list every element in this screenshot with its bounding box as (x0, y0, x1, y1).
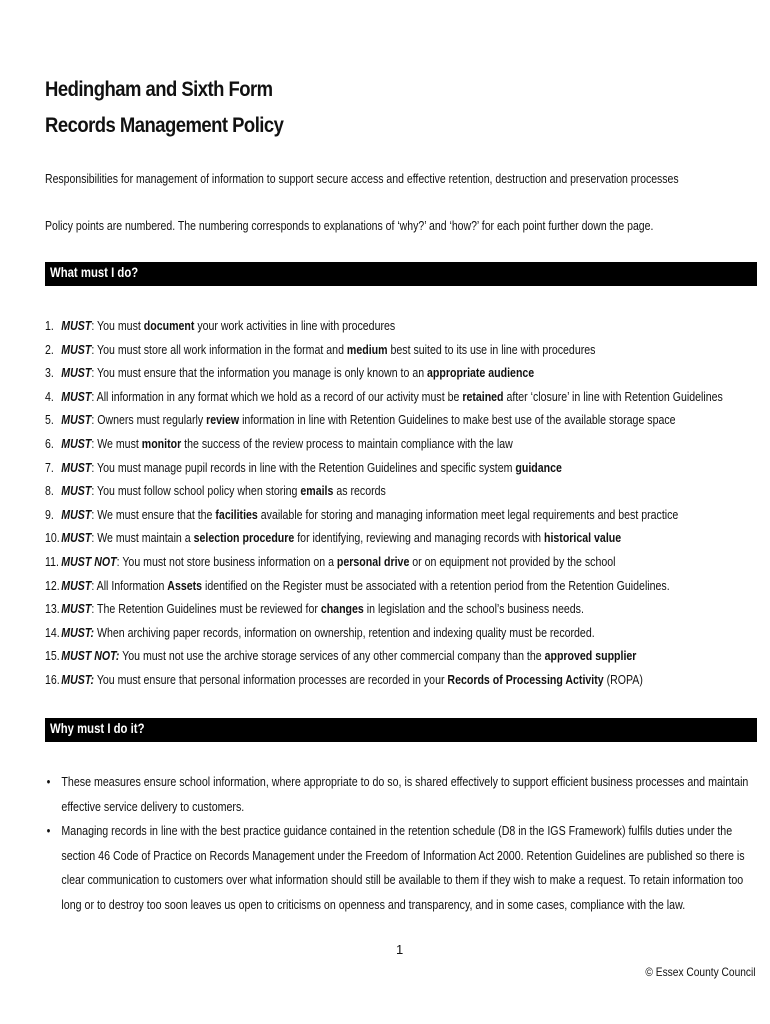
numbering-note: Policy points are numbered. The numbering corresponds to explanations of ‘why?’ and ‘how?’ for each point further down the page. (45, 219, 654, 233)
policy-points-list (45, 314, 754, 692)
policy-point: 6. MUST: We must monitor the success of the review process to maintain compliance with the law (45, 435, 513, 451)
bullet-icon: • (46, 774, 51, 789)
policy-point: 1. MUST: You must document your work activities in line with procedures (45, 318, 396, 333)
why-bullet: • Managing records in line with the best practice guidance contained in the retention schedule (D8 in the IGS Framework) fulfils duties under the section 46 Code of Practice on Records Management under the Freedom of Information Act 2000. Retention Guidelines are published so there is clear communication to customers over what information should still be available to them if they wish to make a request. To retain information too long or to destroy too soon leaves us open to criticisms on openness and transparency, and in some cases, compliance with the law. (45, 819, 750, 917)
responsibilities-text: Responsibilities for management of information to support secure access and effective retention, destruction and preservation processes (45, 172, 679, 186)
copyright-text: © Essex County Council (645, 965, 756, 979)
page-title (45, 72, 661, 144)
title-line-1: Hedingham and Sixth Form (45, 78, 273, 101)
page-number: 1 (396, 942, 404, 957)
what-section-header (45, 262, 757, 286)
policy-point: 2. MUST: You must store all work information in the format and medium best suited to its use in line with procedures (45, 341, 596, 357)
policy-point: 11. MUST NOT: You must not store business information on a personal drive or on equipment not provided by the school (45, 553, 616, 569)
policy-point: 10. MUST: We must maintain a selection procedure for identifying, reviewing and managing records with historical value (45, 530, 622, 546)
policy-point: 4. MUST: All information in any format which we hold as a record of our activity must be retained after ‘closure’ in line with Retention Guidelines (45, 388, 723, 404)
policy-point: 7. MUST: You must manage pupil records in line with the Retention Guidelines and specific system guidance (45, 459, 562, 475)
policy-point: 8. MUST: You must follow school policy when storing emails as records (45, 483, 386, 499)
policy-point: 3. MUST: You must ensure that the information you manage is only known to an appropriate audience (45, 365, 535, 381)
why-bullet: • These measures ensure school information, where appropriate to do so, is shared effectively to support efficient business processes and maintain effective service delivery to customers. (45, 770, 750, 819)
policy-point: 15. MUST NOT: You must not use the archive storage services of any other commercial company than the approved supplier (45, 648, 637, 664)
what-section-heading: What must I do? (50, 265, 139, 280)
policy-point: 16. MUST: You must ensure that personal information processes are recorded in your Records of Processing Activity (ROPA) (45, 671, 643, 687)
policy-point: 12. MUST: All Information Assets identified on the Register must be associated with a retention period from the Retention Guidelines. (45, 577, 670, 593)
why-section-heading: Why must I do it? (50, 721, 145, 736)
bullet-icon: • (46, 823, 51, 838)
policy-point: 14. MUST: When archiving paper records, information on ownership, retention and indexing quality must be recorded. (45, 624, 595, 640)
title-line-2: Records Management Policy (45, 114, 284, 137)
why-bullets-list (45, 770, 750, 917)
policy-point: 9. MUST: We must ensure that the facilities available for storing and managing information meet legal requirements and best practice (45, 506, 679, 522)
why-section-header (45, 718, 757, 742)
policy-point: 5. MUST: Owners must regularly review information in line with Retention Guidelines to make best use of the available storage space (45, 412, 676, 428)
policy-point: 13. MUST: The Retention Guidelines must be reviewed for changes in legislation and the school’s business needs. (45, 601, 584, 617)
